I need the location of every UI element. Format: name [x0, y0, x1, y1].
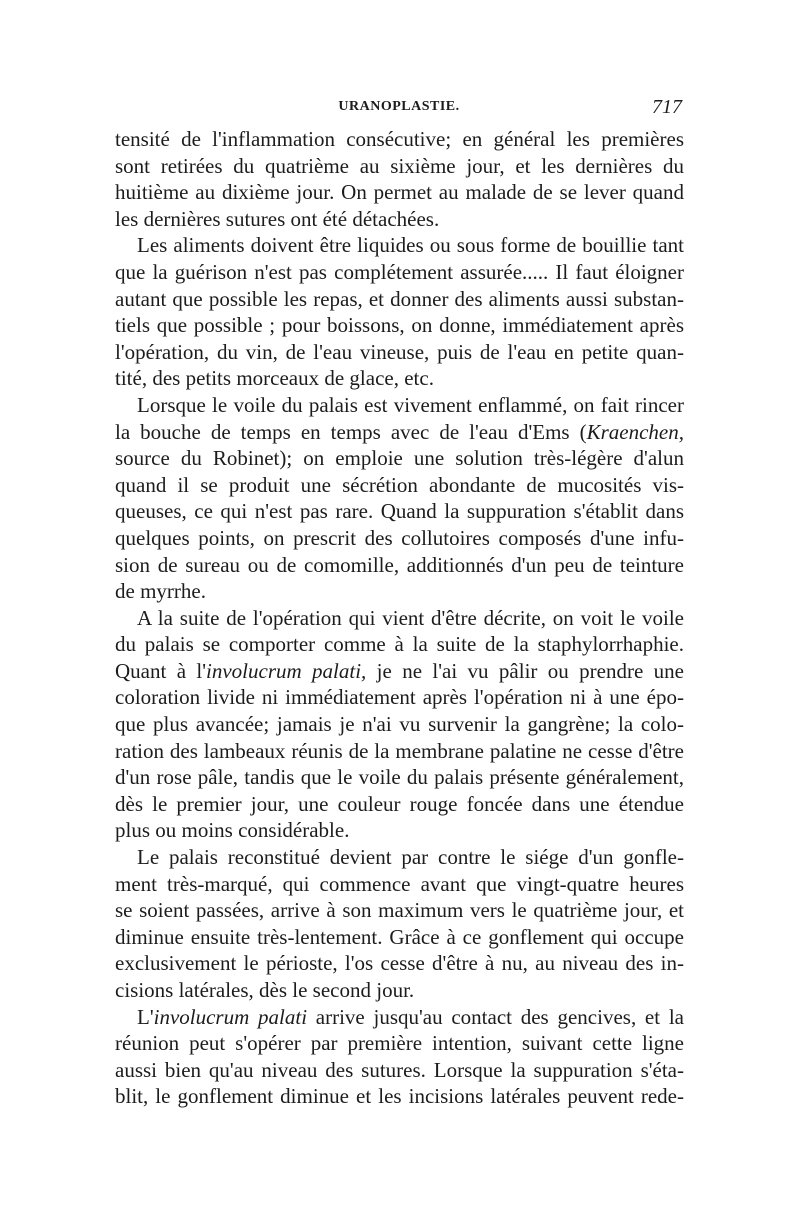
text-line: [115, 658, 684, 685]
text-line: dès le premier jour, une couleur rouge foncée dans une étendue: [115, 791, 684, 816]
text-line: huitième au dixième jour. On permet au malade de se lever quand: [115, 180, 684, 205]
italic-term: Kraenchen,: [586, 419, 684, 444]
text-line: sont retirées du quatrième au sixième jour, et les dernières du: [115, 153, 684, 178]
text-segment: la bouche de temps en temps avec de l'eau d'Ems (: [115, 419, 587, 444]
text-line: cisions latérales, dès le second jour.: [115, 978, 415, 1002]
text-line: autant que possible les repas, et donner des aliments aussi substan-: [115, 286, 684, 311]
text-line: source du Robinet); on emploie une solution très-légère d'alun: [115, 446, 684, 471]
text-line: Le palais reconstitué devient par contre le siége d'un gonfle-: [137, 845, 684, 870]
text-line: ment très-marqué, qui commence avant que vingt-quatre heures: [115, 871, 684, 896]
text-line: que plus avancée; jamais je n'ai vu survenir la gangrène; la colo-: [115, 712, 684, 737]
text-line: A la suite de l'opération qui vient d'être décrite, on voit le voile: [137, 605, 684, 630]
text-line: les dernières sutures ont été détachées.: [115, 206, 440, 231]
text-line: coloration livide ni immédiatement après l'opération ni à une épo-: [115, 685, 684, 710]
text-segment: Quant à l': [115, 658, 207, 683]
text-line: l'opération, du vin, de l'eau vineuse, puis de l'eau en petite quan-: [115, 339, 684, 364]
text-line: se soient passées, arrive à son maximum vers le quatrième jour, et: [115, 898, 684, 923]
text-line: diminue ensuite très-lentement. Grâce à ce gonflement qui occupe: [115, 924, 684, 949]
text-line: sion de sureau ou de comomille, additionnés d'un peu de teinture: [115, 552, 684, 577]
text-line: [115, 419, 684, 446]
text-line: quand il se produit une sécrétion abondante de mucosités vis-: [115, 472, 684, 497]
italic-term: involucrum palati,: [206, 658, 367, 683]
text-line: Les aliments doivent être liquides ou sous forme de bouillie tant: [137, 233, 684, 258]
text-line: de myrrhe.: [115, 579, 206, 604]
text-segment: arrive jusqu'au contact des gencives, et la: [307, 1004, 684, 1029]
text-line: réunion peut s'opérer par première intention, suivant cette ligne: [115, 1031, 684, 1056]
text-line: quelques points, on prescrit des collutoires composés d'une infu-: [115, 525, 684, 550]
text-line: exclusivement le périoste, l'os cesse d'être à nu, au niveau des in-: [115, 951, 684, 976]
text-segment: L': [137, 1004, 154, 1029]
text-line: que la guérison n'est pas complétement assurée..... Il faut éloigner: [115, 259, 684, 284]
text-line: queuses, ce qui n'est pas rare. Quand la suppuration s'établit dans: [115, 499, 684, 524]
text-segment: je ne l'ai vu pâlir ou prendre une: [366, 658, 684, 683]
body-text: [115, 126, 684, 1110]
text-line: aussi bien qu'au niveau des sutures. Lorsque la suppuration s'éta-: [115, 1057, 684, 1082]
text-line: tiels que possible ; pour boissons, on donne, immédiatement après: [115, 313, 684, 338]
running-head: [116, 96, 682, 123]
text-line: plus ou moins considérable.: [115, 818, 350, 843]
italic-term: involucrum palati: [153, 1004, 308, 1029]
text-line: du palais se comporter comme à la suite de la staphylorrhaphie.: [115, 632, 684, 657]
text-line: tité, des petits morceaux de glace, etc.: [115, 366, 434, 391]
text-line: Lorsque le voile du palais est vivement enflammé, on fait rincer: [137, 392, 684, 417]
page-number: 717: [652, 96, 682, 118]
running-title: URANOPLASTIE.: [338, 99, 460, 114]
text-line: [115, 1004, 684, 1031]
text-line: ration des lambeaux réunis de la membrane palatine ne cesse d'être: [115, 738, 684, 763]
text-line: tensité de l'inflammation consécutive; en général les premières: [115, 127, 684, 151]
text-line: blit, le gonflement diminue et les incisions latérales peuvent rede-: [115, 1084, 684, 1109]
text-line: d'un rose pâle, tandis que le voile du palais présente généralement,: [115, 765, 684, 790]
